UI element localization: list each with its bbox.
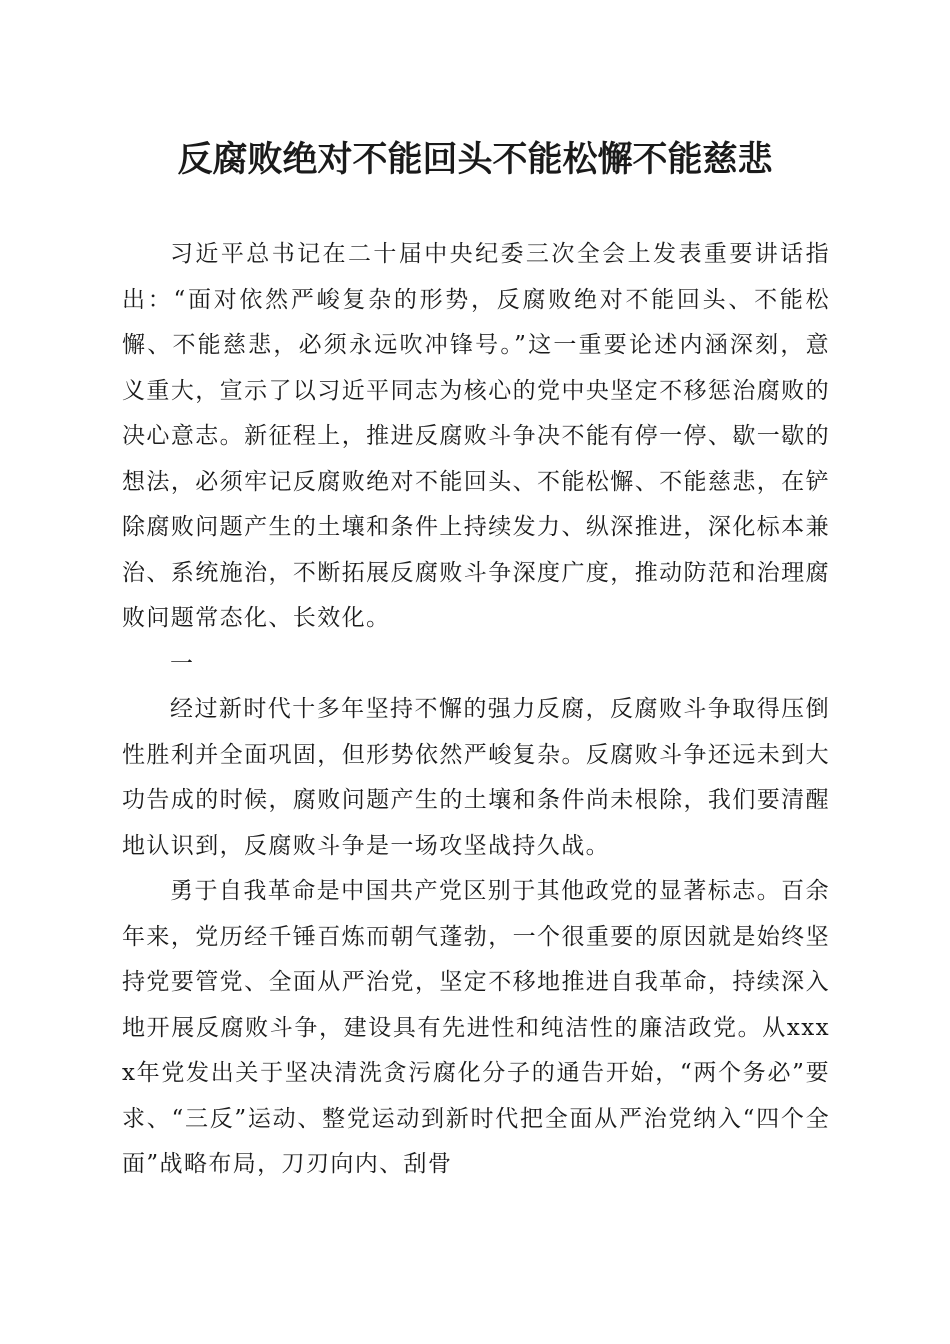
- document-title: 反腐败绝对不能回头不能松懈不能慈悲: [177, 139, 773, 180]
- document-body: [122, 232, 830, 1188]
- intro-paragraph: 习近平总书记在二十届中央纪委三次全会上发表重要讲话指出：“面对依然严峻复杂的形势，反腐败绝对不能回头、不能松懈、不能慈悲，必须永远吹冲锋号。”这一重要论述内涵深刻，意义重大，宣示了以习近平同志为核心的党中央坚定不移惩治腐败的决心意志。新征程上，推进反腐败斗争决不能有停一停、歇一歇的想法，必须牢记反腐败绝对不能回头、不能松懈、不能慈悲，在铲除腐败问题产生的土壤和条件上持续发力、纵深推进，深化标本兼治、系统施治，不断拓展反腐败斗争深度广度，推动防范和治理腐败问题常态化、长效化。: [122, 241, 830, 631]
- section-heading-one: 一: [170, 650, 193, 677]
- section-paragraph-1: 经过新时代十多年坚持不懈的强力反腐，反腐败斗争取得压倒性胜利并全面巩固，但形势依然严峻复杂。反腐败斗争还远未到大功告成的时候，腐败问题产生的土壤和条件尚未根除，我们要清醒地认识到，反腐败斗争是一场攻坚战持久战。: [122, 696, 830, 859]
- section-paragraph-2: 勇于自我革命是中国共产党区别于其他政党的显著标志。百余年来，党历经千锤百炼而朝气蓬勃，一个很重要的原因就是始终坚持党要管党、全面从严治党，坚定不移地推进自我革命，持续深入地开展反腐败斗争，建设具有先进性和纯洁性的廉洁政党。从xxxx年党发出关于坚决清洗贪污腐化分子的通告开始，“两个务必”要求、“三反”运动、整党运动到新时代把全面从严治党纳入“四个全面”战略布局，刀刃向内、刮骨: [122, 878, 830, 1177]
